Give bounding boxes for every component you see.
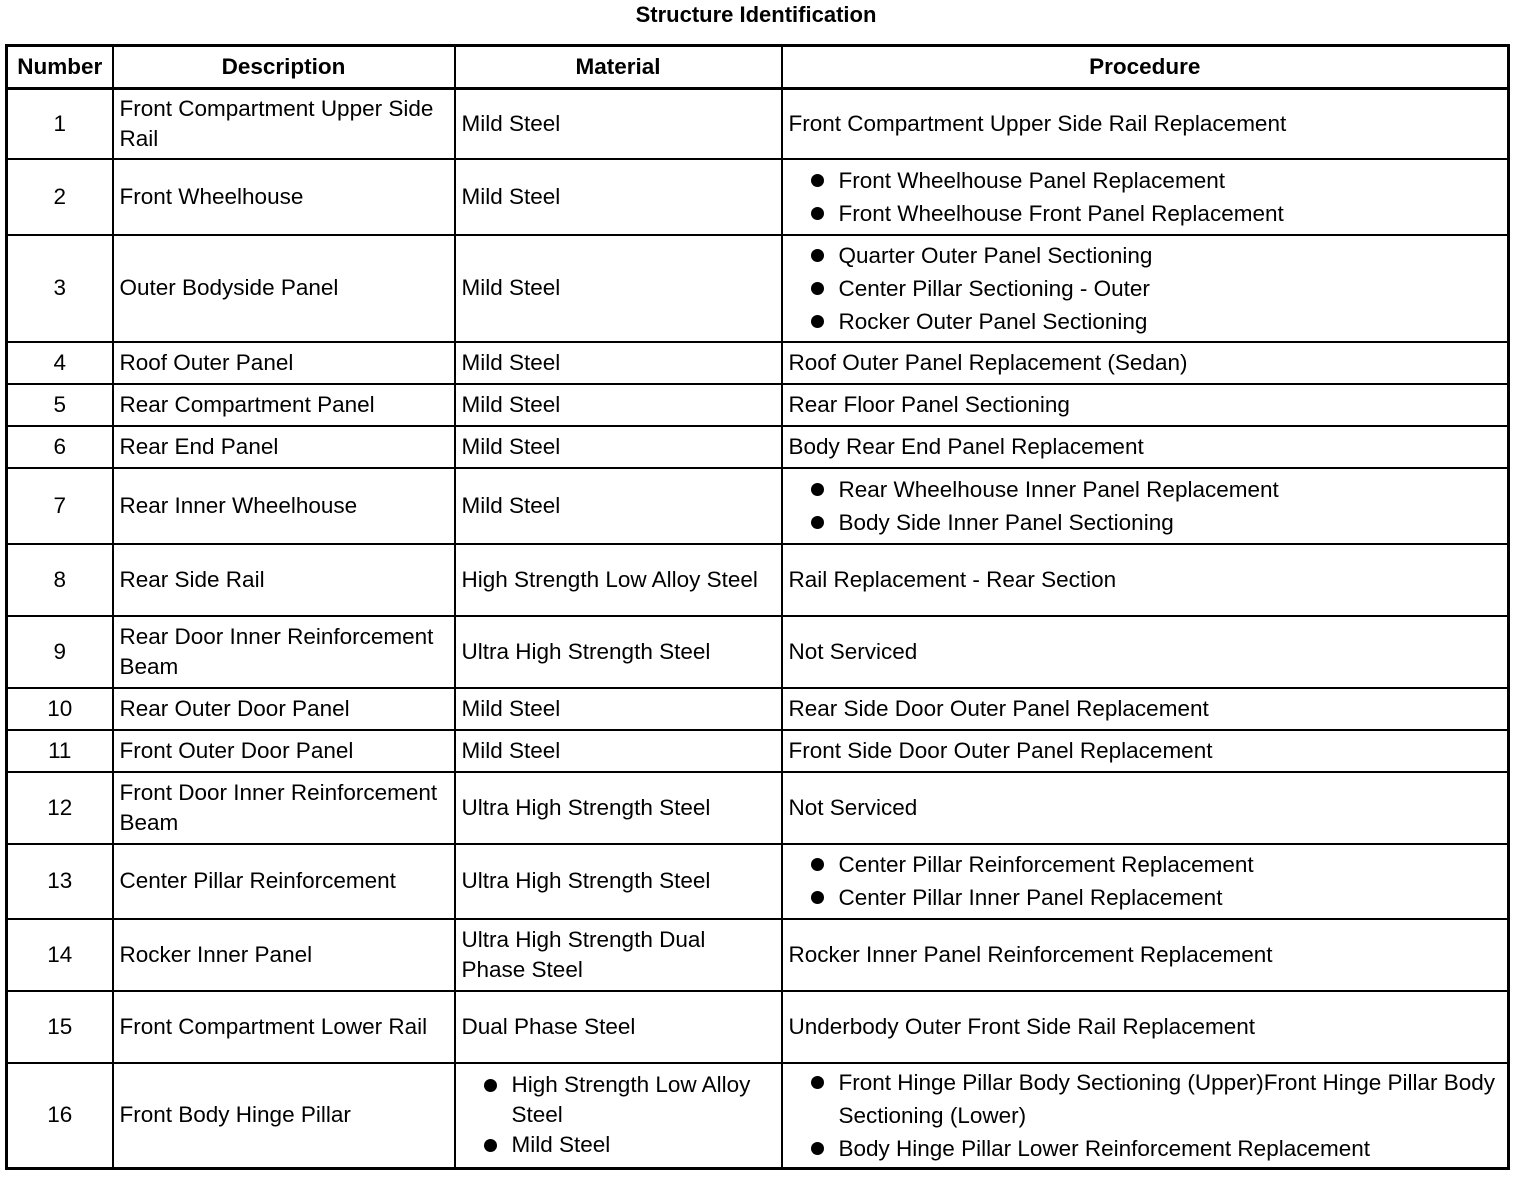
cell-description: Front Compartment Lower Rail [113, 991, 455, 1063]
material-item: High Strength Low Alloy Steel [484, 1070, 775, 1130]
cell-procedure [782, 468, 1509, 544]
table-row [7, 688, 1509, 730]
procedure-list [789, 846, 1502, 916]
cell-description: Rocker Inner Panel [113, 919, 455, 991]
cell-material: Mild Steel [455, 426, 782, 468]
cell-material: Mild Steel [455, 468, 782, 544]
cell-procedure: Rail Replacement - Rear Section [782, 544, 1509, 616]
table-row [7, 235, 1509, 342]
header-description: Description [113, 46, 455, 89]
table-row [7, 468, 1509, 544]
cell-number: 4 [7, 342, 113, 384]
cell-material: High Strength Low Alloy Steel [455, 544, 782, 616]
cell-material: Mild Steel [455, 384, 782, 426]
procedure-item: Rear Wheelhouse Inner Panel Replacement [811, 473, 1502, 506]
cell-number: 3 [7, 235, 113, 342]
procedure-list [789, 1064, 1502, 1167]
cell-procedure: Rear Side Door Outer Panel Replacement [782, 688, 1509, 730]
cell-number: 9 [7, 616, 113, 688]
cell-number: 13 [7, 844, 113, 919]
cell-description: Rear End Panel [113, 426, 455, 468]
procedure-item: Quarter Outer Panel Sectioning [811, 239, 1502, 272]
cell-description: Front Outer Door Panel [113, 730, 455, 772]
procedure-item: Front Wheelhouse Panel Replacement [811, 164, 1502, 197]
cell-number: 12 [7, 772, 113, 844]
cell-material: Mild Steel [455, 159, 782, 235]
header-material: Material [455, 46, 782, 89]
table-row [7, 384, 1509, 426]
cell-number: 16 [7, 1063, 113, 1169]
cell-description: Outer Bodyside Panel [113, 235, 455, 342]
cell-procedure [782, 844, 1509, 919]
cell-number: 14 [7, 919, 113, 991]
material-item: Mild Steel [484, 1130, 775, 1160]
table-row [7, 544, 1509, 616]
cell-material [455, 1063, 782, 1169]
procedure-list [789, 162, 1502, 232]
procedure-list [789, 237, 1502, 340]
header-row [7, 46, 1509, 89]
cell-number: 1 [7, 89, 113, 159]
cell-number: 10 [7, 688, 113, 730]
table-row [7, 342, 1509, 384]
page-title: Structure Identification [635, 2, 877, 27]
table-row [7, 772, 1509, 844]
cell-description: Front Compartment Upper Side Rail [113, 89, 455, 159]
table-row [7, 426, 1509, 468]
procedure-item: Body Hinge Pillar Lower Reinforcement Replacement [811, 1132, 1502, 1165]
table-row [7, 89, 1509, 159]
header-number: Number [7, 46, 113, 89]
header-procedure: Procedure [782, 46, 1509, 89]
cell-material: Mild Steel [455, 342, 782, 384]
cell-procedure [782, 159, 1509, 235]
cell-procedure: Front Compartment Upper Side Rail Replacement [782, 89, 1509, 159]
procedure-item: Front Wheelhouse Front Panel Replacement [811, 197, 1502, 230]
cell-material: Mild Steel [455, 89, 782, 159]
cell-material: Ultra High Strength Steel [455, 616, 782, 688]
cell-material: Ultra High Strength Dual Phase Steel [455, 919, 782, 991]
cell-material: Mild Steel [455, 730, 782, 772]
cell-description: Front Wheelhouse [113, 159, 455, 235]
cell-description: Front Door Inner Reinforcement Beam [113, 772, 455, 844]
cell-number: 5 [7, 384, 113, 426]
cell-number: 6 [7, 426, 113, 468]
cell-description: Rear Side Rail [113, 544, 455, 616]
cell-description: Front Body Hinge Pillar [113, 1063, 455, 1169]
cell-procedure: Rear Floor Panel Sectioning [782, 384, 1509, 426]
procedure-item: Body Side Inner Panel Sectioning [811, 506, 1502, 539]
table-row [7, 919, 1509, 991]
table-body [7, 89, 1509, 1169]
cell-number: 8 [7, 544, 113, 616]
procedure-item: Center Pillar Inner Panel Replacement [811, 881, 1502, 914]
cell-material: Mild Steel [455, 688, 782, 730]
table-row [7, 159, 1509, 235]
procedure-list [789, 471, 1502, 541]
cell-procedure: Not Serviced [782, 772, 1509, 844]
cell-description: Rear Compartment Panel [113, 384, 455, 426]
table-row [7, 730, 1509, 772]
cell-description: Rear Door Inner Reinforcement Beam [113, 616, 455, 688]
cell-description: Rear Outer Door Panel [113, 688, 455, 730]
cell-number: 15 [7, 991, 113, 1063]
cell-number: 7 [7, 468, 113, 544]
cell-procedure: Body Rear End Panel Replacement [782, 426, 1509, 468]
procedure-item: Center Pillar Reinforcement Replacement [811, 848, 1502, 881]
procedure-item: Rocker Outer Panel Sectioning [811, 305, 1502, 338]
structure-table [5, 44, 1510, 1170]
cell-procedure: Rocker Inner Panel Reinforcement Replacement [782, 919, 1509, 991]
material-list [462, 1068, 775, 1162]
procedure-item: Front Hinge Pillar Body Sectioning (Upper)Front Hinge Pillar Body Sectioning (Lower) [811, 1066, 1502, 1132]
cell-description: Center Pillar Reinforcement [113, 844, 455, 919]
cell-number: 11 [7, 730, 113, 772]
cell-procedure: Not Serviced [782, 616, 1509, 688]
cell-description: Rear Inner Wheelhouse [113, 468, 455, 544]
cell-material: Ultra High Strength Steel [455, 844, 782, 919]
procedure-item: Center Pillar Sectioning - Outer [811, 272, 1502, 305]
table-row [7, 844, 1509, 919]
cell-procedure: Roof Outer Panel Replacement (Sedan) [782, 342, 1509, 384]
cell-material: Mild Steel [455, 235, 782, 342]
table-row [7, 1063, 1509, 1169]
cell-description: Roof Outer Panel [113, 342, 455, 384]
cell-material: Dual Phase Steel [455, 991, 782, 1063]
cell-number: 2 [7, 159, 113, 235]
cell-procedure: Underbody Outer Front Side Rail Replacement [782, 991, 1509, 1063]
cell-procedure [782, 235, 1509, 342]
cell-procedure: Front Side Door Outer Panel Replacement [782, 730, 1509, 772]
cell-material: Ultra High Strength Steel [455, 772, 782, 844]
cell-procedure [782, 1063, 1509, 1169]
table-row [7, 991, 1509, 1063]
table-row [7, 616, 1509, 688]
